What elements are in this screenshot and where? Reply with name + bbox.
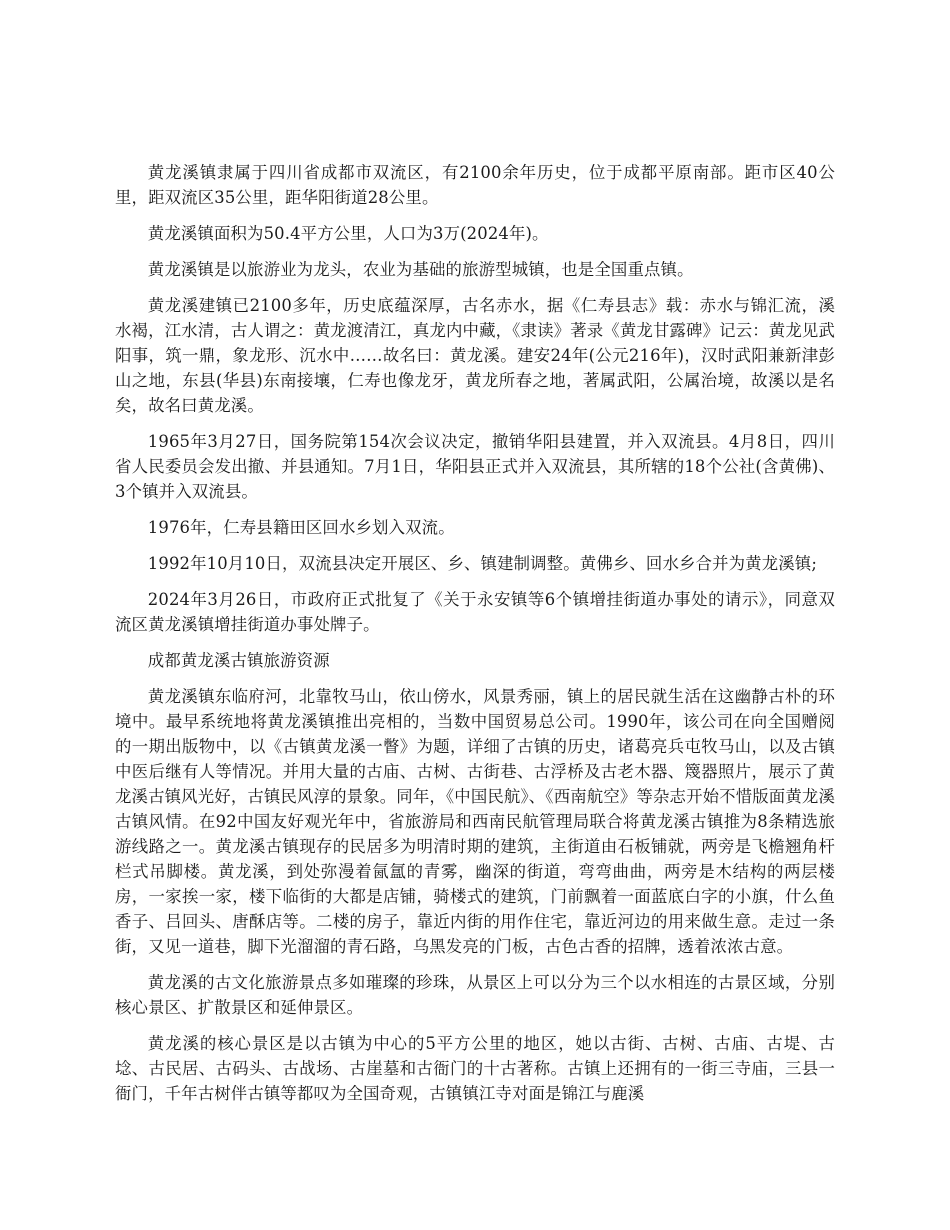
paragraph-location: 黄龙溪镇隶属于四川省成都市双流区，有2100余年历史，位于成都平原南部。距市区40公里，距双流区35公里，距华阳街道28公里。 <box>115 163 835 207</box>
section-heading: 成都黄龙溪古镇旅游资源 <box>147 651 330 670</box>
paragraph-ancient-town-intro: 黄龙溪镇东临府河，北靠牧马山，依山傍水，风景秀丽，镇上的居民就生活在这幽静古朴的环境中。最早系统地将黄龙溪镇推出亮相的，当数中国贸易总公司。1990年，该公司在向全国赠阅的一期出版物中，以《古镇黄龙溪一瞥》为题，详细了古镇的历史，诸葛亮兵屯牧马山，以及古镇中医后继有人等情况。并用大量的古庙、古树、古街巷、古浮桥及古老木器、篾器照片，展示了黄龙溪古镇风光好，古镇民风淳的景象。同年，《中国民航》、《西南航空》等杂志开始不惜版面黄龙溪古镇风情。在92中国友好观光年中，省旅游局和西南民航管理局联合将黄龙溪古镇推为8条精选旅游线路之一。黄龙溪古镇现存的民居多为明清时期的建筑，主街道由石板铺就，两旁是飞檐翘角杆栏式吊脚楼。黄龙溪，到处弥漫着氤氲的青雾，幽深的街道，弯弯曲曲，两旁是木结构的两层楼房，一家挨一家，楼下临街的大都是店铺，骑楼式的建筑，门前飘着一面蓝底白字的小旗，什么鱼香子、吕回头、唐酥店等。二楼的房子，靠近内街的用作住宅，靠近河边的用来做生意。走过一条街，又见一道巷，脚下光溜溜的青石路，乌黑发亮的门板，古色古香的招牌，透着浓浓古意。 <box>115 687 835 956</box>
paragraph-1992: 1992年10月10日，双流县决定开展区、乡、镇建制调整。黄佛乡、回水乡合并为黄龙溪镇; <box>147 554 818 573</box>
paragraph-1965-merge: 1965年3月27日，国务院第154次会议决定，撤销华阳县建置，并入双流县。4月8日，四川省人民委员会发出撤、并县通知。7月1日，华阳县正式并入双流县，其所辖的18个公社(含黄佛)、3个镇并入双流县。 <box>115 432 835 501</box>
paragraph-core-area: 黄龙溪的核心景区是以古镇为中心的5平方公里的地区，她以古街、古树、古庙、古堤、古埝、古民居、古码头、古战场、古崖墓和古衙门的十古著称。古镇上还拥有的一街三寺庙，三县一衙门，千年古树伴古镇等都叹为全国奇观，古镇镇江寺对面是锦江与鹿溪 <box>115 1034 835 1103</box>
paragraph-1976: 1976年，仁寿县籍田区回水乡划入双流。 <box>147 518 455 537</box>
paragraph-history-origin: 黄龙溪建镇已2100多年，历史底蕴深厚，古名赤水，据《仁寿县志》载：赤水与锦汇流，溪水褐，江水清，古人谓之：黄龙渡清江，真龙内中藏，《隶读》著录《黄龙甘露碑》记云：黄龙见武阳事，筑一鼎，象龙形、沉水中……故名曰：黄龙溪。建安24年(公元216年)，汉时武阳兼新津彭山之地，东县(华县)东南接壤，仁寿也像龙牙，黄龙所春之地，著属武阳，公属治境，故溪以是名矣，故名曰黄龙溪。 <box>115 296 835 415</box>
paragraph-tourism-town: 黄龙溪镇是以旅游业为龙头，农业为基础的旅游型城镇，也是全国重点镇。 <box>147 260 694 279</box>
document-body <box>115 160 835 1117</box>
paragraph-scenic-areas: 黄龙溪的古文化旅游景点多如璀璨的珍珠，从景区上可以分为三个以水相连的古景区域，分别核心景区、扩散景区和延伸景区。 <box>115 973 835 1017</box>
paragraph-area-population: 黄龙溪镇面积为50.4平方公里，人口为3万(2024年)。 <box>147 224 549 243</box>
paragraph-2024: 2024年3月26日，市政府正式批复了《关于永安镇等6个镇增挂街道办事处的请示》，同意双流区黄龙溪镇增挂街道办事处牌子。 <box>115 590 835 634</box>
